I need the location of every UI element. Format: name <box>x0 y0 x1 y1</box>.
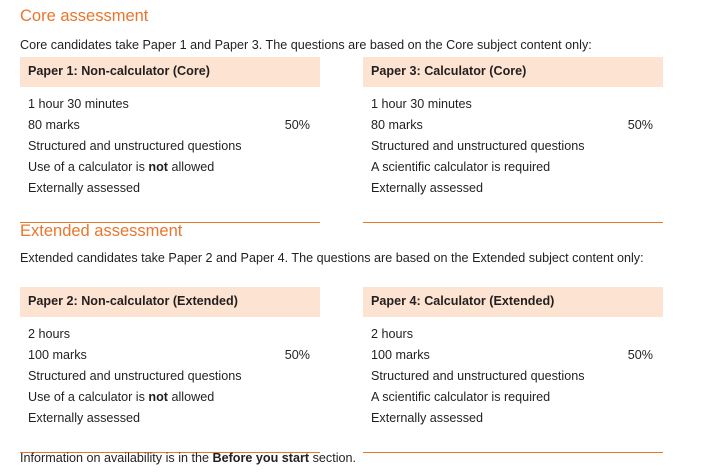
paper-weight: 50% <box>284 348 310 362</box>
paper-details <box>20 87 320 223</box>
paper-calculator-rule: A scientific calculator is required <box>371 390 551 404</box>
core-assessment-intro: Core candidates take Paper 1 and Paper 3. The questions are based on the Core subject content only: <box>20 38 592 52</box>
paper-duration: 2 hours <box>371 327 414 341</box>
paper-marks: 80 marks <box>371 118 423 132</box>
paper-title: Paper 4: Calculator (Extended) <box>363 287 663 317</box>
paper-question-type: Structured and unstructured questions <box>371 139 585 153</box>
paper-assessment: Externally assessed <box>28 411 140 425</box>
paper-question-type: Structured and unstructured questions <box>28 139 242 153</box>
paper-question-type: Structured and unstructured questions <box>28 369 242 383</box>
paper-duration: 1 hour 30 minutes <box>28 97 129 111</box>
paper-2-card <box>20 287 320 453</box>
paper-duration: 2 hours <box>28 327 71 341</box>
paper-duration: 1 hour 30 minutes <box>371 97 472 111</box>
paper-marks: 100 marks <box>28 348 87 362</box>
paper-title: Paper 3: Calculator (Core) <box>363 57 663 87</box>
paper-title: Paper 1: Non-calculator (Core) <box>20 57 320 87</box>
extended-assessment-intro: Extended candidates take Paper 2 and Paper 4. The questions are based on the Extended subject content only: <box>20 251 644 265</box>
paper-details <box>363 317 663 453</box>
paper-1-card <box>20 57 320 223</box>
core-assessment-title: Core assessment <box>20 7 149 25</box>
paper-calculator-rule: A scientific calculator is required <box>371 160 551 174</box>
paper-weight: 50% <box>627 348 653 362</box>
paper-weight: 50% <box>627 118 653 132</box>
paper-assessment: Externally assessed <box>371 411 483 425</box>
paper-title: Paper 2: Non-calculator (Extended) <box>20 287 320 317</box>
paper-marks: 100 marks <box>371 348 430 362</box>
paper-assessment: Externally assessed <box>371 181 483 195</box>
paper-question-type: Structured and unstructured questions <box>371 369 585 383</box>
availability-note: Information on availability is in the Before you start section. <box>20 451 356 465</box>
paper-3-card <box>363 57 663 223</box>
paper-weight: 50% <box>284 118 310 132</box>
paper-calculator-rule: Use of a calculator is not allowed <box>28 160 215 174</box>
paper-calculator-rule: Use of a calculator is not allowed <box>28 390 215 404</box>
extended-assessment-title: Extended assessment <box>20 222 183 240</box>
before-you-start-reference: Before you start <box>212 451 310 465</box>
paper-assessment: Externally assessed <box>28 181 140 195</box>
paper-4-card <box>363 287 663 453</box>
paper-details <box>363 87 663 223</box>
paper-details <box>20 317 320 453</box>
paper-marks: 80 marks <box>28 118 80 132</box>
